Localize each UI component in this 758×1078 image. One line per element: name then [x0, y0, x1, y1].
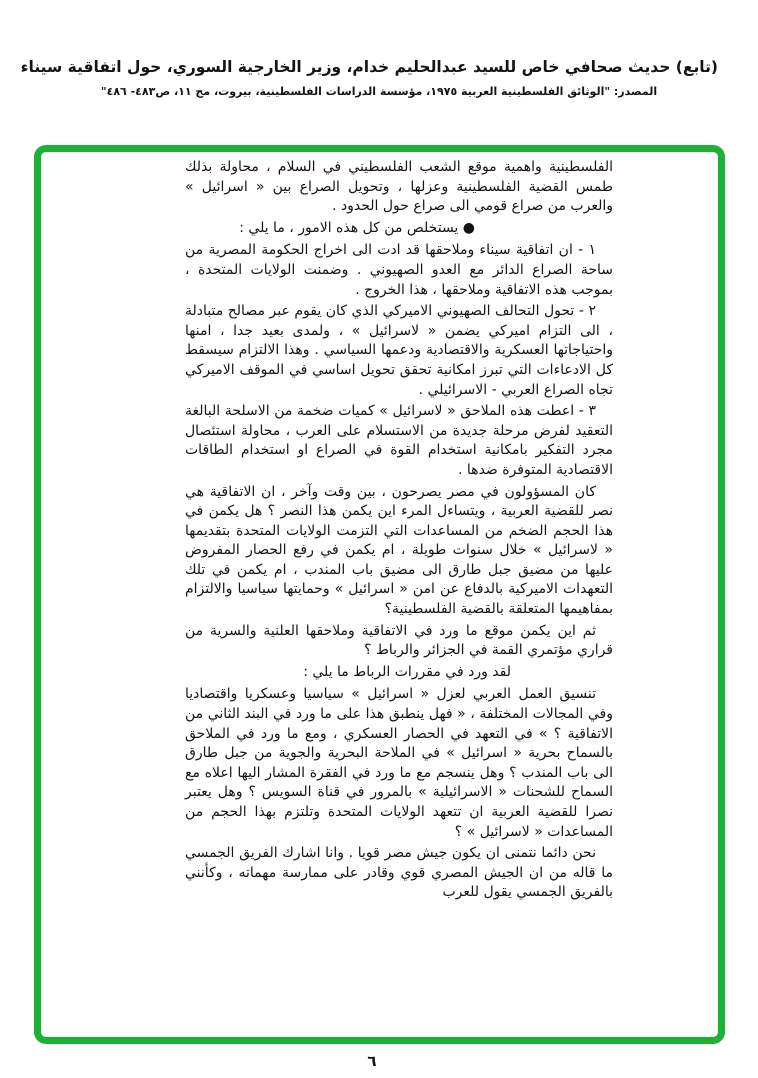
document-header: [20, 58, 718, 98]
body-text-column: [185, 158, 613, 905]
page-number: ٦: [367, 1052, 377, 1070]
header-title: (تابع) حديث صحافي خاص للسيد عبدالحليم خدام، وزير الخارجية السوري، حول اتفاقية سيناء: [20, 58, 718, 76]
paragraph: كان المسؤولون في مصر يصرحون ، بين وقت وآخر ، ان الاتفاقية هي نصر للقضية العربية ، ويتساءل المرء اين يكمن هذا النصر ؟ هل يكمن في هذا الحجم الضخم من المساعدات التي التزمت الولايات المتحدة بتقديمها « لاسرائيل » خلال سنوات طويلة ، ام يكمن في رفع الحصار المفروض عليها من مضيق جبل طارق الى مضيق باب المندب ، ام يكمن في تلك التعهدات الاميركية بالدفاع عن امن « اسرائيل » وحمايتها سياسيا والالتزام بمفاهيمها المتعلقة بالقضية الفلسطينية؟: [185, 483, 613, 618]
header-source-citation: المصدر: "الوثائق الفلسطينية العربية ١٩٧٥، مؤسسة الدراسات الفلسطينية، بيروت، مج ١١، ص٤٨٣- ٤٨٦": [100, 85, 658, 98]
bullet-paragraph: ● يستخلص من كل هذه الامور ، ما يلي :: [239, 219, 475, 236]
paragraph: ٢ - تحول التحالف الصهيوني الاميركي الذي كان يقوم عبر مصالح متبادلة ، الى التزام اميركي يضمن « لاسرائيل » ، ولمدى بعيد جدا ، امنها واحتياجاتها العسكرية والاقتصادية ودعمها السياسي . وهذا الالتزام سيسقط كل الادعاءات التي تبرز امكانية تحقق تحويل اساسي في الموقف الاميركي تجاه الصراع العربي - الاسرائيلي .: [185, 303, 613, 398]
paragraph: ١ - ان اتفاقية سيناء وملاحقها قد ادت الى اخراج الحكومة المصرية من ساحة الصراع الدائر مع العدو الصهيوني . وضمنت الولايات المتحدة ، بموجب هذه الاتفاقية وملاحقها ، هذا الخروج .: [185, 242, 613, 298]
paragraph: نحن دائما نتمنى ان يكون جيش مصر قويا . وانا اشارك الفريق الجمسي ما قاله من ان الجيش المصري قوي وقادر على ممارسة مهماته ، وكأنني بالفريق الجمسي يقول للعرب: [185, 845, 613, 901]
paragraph: لقد ورد في مقررات الرباط ما يلي :: [303, 663, 511, 680]
paragraph: تنسيق العمل العربي لعزل « اسرائيل » سياسيا وعسكريا واقتصاديا وفي المجالات المختلفة ، « فهل ينطبق هذا على ما ورد في البند الثاني من الاتفاقية ؟ » في التعهد في الحصار العسكري ، ومع ما ورد في الملاحق بالسماح بحرية « اسرائيل » في الملاحة البحرية والجوية من جبل طارق الى باب المندب ؟ وهل ينسجم مع ما ورد في الفقرة المشار اليها اعلاه مع السماح للشحنات « الاسرائيلية » بالمرور في قناة السويس ؟ وهل يعتبر نصرا للقضية العربية ان تتعهد الولايات المتحدة وتلتزم بهذا الحجم من المساعدات « لاسرائيل » ؟: [185, 686, 613, 840]
paragraph: الفلسطينية واهمية موقع الشعب الفلسطيني في السلام ، محاولة بذلك طمس القضية الفلسطينية وعزلها ، وتحويل الصراع بين « اسرائيل » والعرب من صراع قومي الى صراع حول الحدود .: [185, 159, 613, 215]
paragraph: ثم اين يكمن موقع ما ورد في الاتفاقية وملاحقها العلنية والسرية من قراري مؤتمري القمة في الجزائر والرباط ؟: [185, 622, 613, 659]
paragraph: ٣ - اعطت هذه الملاحق « لاسرائيل » كميات ضخمة من الاسلحة البالغة التعقيد لفرض مرحلة جديدة من الاستسلام على العرب ، محاولة استئصال مجرد التفكير بامكانية استخدام القوة في الصراع او استخدام الطاقات الاقتصادية المتوفرة ضدها .: [185, 403, 613, 478]
